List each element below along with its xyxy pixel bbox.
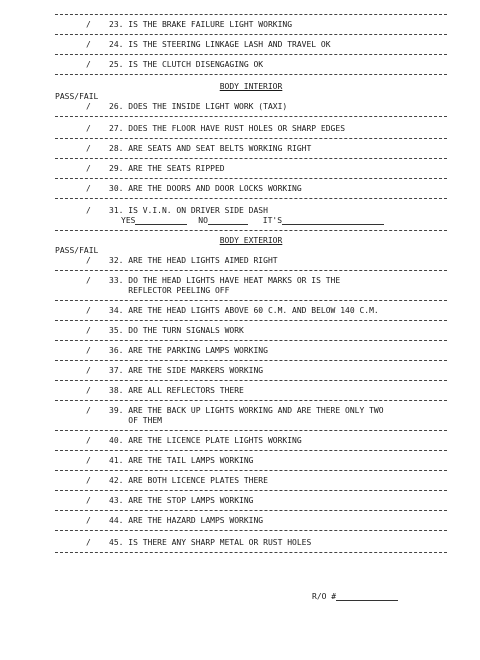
divider <box>55 230 447 231</box>
check-item-33: 33. DO THE HEAD LIGHTS HAVE HEAT MARKS OR IS THE REFLECTOR PEELING OFF <box>109 276 341 295</box>
check-item-37: 37. ARE THE SIDE MARKERS WORKING <box>109 366 264 375</box>
divider <box>55 340 447 341</box>
divider <box>55 320 447 321</box>
check-item-28: 28. ARE SEATS AND SEAT BELTS WORKING RIGHT <box>109 144 312 153</box>
pass-fail-mark[interactable]: / <box>86 40 91 49</box>
vin-its-label: IT'S <box>262 216 283 225</box>
section-heading-exterior: BODY EXTERIOR <box>219 236 283 245</box>
divider <box>55 158 447 159</box>
check-item-34: 34. ARE THE HEAD LIGHTS ABOVE 60 C.M. AND BELOW 140 C.M. <box>109 306 379 315</box>
divider <box>55 380 447 381</box>
divider <box>55 450 447 451</box>
divider <box>55 178 447 179</box>
divider <box>55 198 447 199</box>
vin-answer-row <box>121 216 421 225</box>
check-item-39: 39. ARE THE BACK UP LIGHTS WORKING AND ARE THERE ONLY TWO OF THEM <box>109 406 384 425</box>
pass-fail-mark[interactable]: / <box>86 366 91 375</box>
check-item-27: 27. DOES THE FLOOR HAVE RUST HOLES OR SHARP EDGES <box>109 124 346 133</box>
divider <box>55 510 447 511</box>
divider <box>55 470 447 471</box>
check-item-40: 40. ARE THE LICENCE PLATE LIGHTS WORKING <box>109 436 302 445</box>
pass-fail-mark[interactable]: / <box>86 476 91 485</box>
vin-number-field[interactable] <box>282 216 384 225</box>
vin-no-field[interactable] <box>208 216 248 225</box>
pass-fail-mark[interactable]: / <box>86 60 91 69</box>
pass-fail-label: PASS/FAIL <box>55 92 99 101</box>
check-item-35: 35. DO THE TURN SIGNALS WORK <box>109 326 244 335</box>
check-item-29: 29. ARE THE SEATS RIPPED <box>109 164 225 173</box>
pass-fail-mark[interactable]: / <box>86 306 91 315</box>
check-item-41: 41. ARE THE TAIL LAMPS WORKING <box>109 456 254 465</box>
check-item-36: 36. ARE THE PARKING LAMPS WORKING <box>109 346 268 355</box>
check-item-30: 30. ARE THE DOORS AND DOOR LOCKS WORKING <box>109 184 302 193</box>
vin-yes-label: YES <box>121 216 136 225</box>
check-item-43: 43. ARE THE STOP LAMPS WORKING <box>109 496 254 505</box>
section-heading-interior: BODY INTERIOR <box>219 82 283 91</box>
pass-fail-mark[interactable]: / <box>86 256 91 265</box>
divider <box>55 530 447 531</box>
pass-fail-mark[interactable]: / <box>86 326 91 335</box>
divider <box>55 34 447 35</box>
divider <box>55 14 447 15</box>
check-item-24: 24. IS THE STEERING LINKAGE LASH AND TRAVEL OK <box>109 40 331 49</box>
check-item-42: 42. ARE BOTH LICENCE PLATES THERE <box>109 476 268 485</box>
divider <box>55 54 447 55</box>
check-item-44: 44. ARE THE HAZARD LAMPS WORKING <box>109 516 264 525</box>
check-item-23: 23. IS THE BRAKE FAILURE LIGHT WORKING <box>109 20 293 29</box>
vin-no-label: NO <box>198 216 208 225</box>
check-item-25: 25. IS THE CLUTCH DISENGAGING OK <box>109 60 264 69</box>
pass-fail-mark[interactable]: / <box>86 346 91 355</box>
divider <box>55 430 447 431</box>
divider <box>55 490 447 491</box>
divider <box>55 400 447 401</box>
repair-order-label: R/O # <box>312 592 337 601</box>
pass-fail-label: PASS/FAIL <box>55 246 99 255</box>
divider <box>55 300 447 301</box>
pass-fail-mark[interactable]: / <box>86 456 91 465</box>
check-item-31: 31. IS V.I.N. ON DRIVER SIDE DASH <box>109 206 268 215</box>
repair-order-input[interactable] <box>336 592 398 601</box>
pass-fail-mark[interactable]: / <box>86 538 91 547</box>
check-item-38: 38. ARE ALL REFLECTORS THERE <box>109 386 244 395</box>
divider <box>55 270 447 271</box>
pass-fail-mark[interactable]: / <box>86 206 91 215</box>
divider <box>55 552 447 553</box>
pass-fail-mark[interactable]: / <box>86 20 91 29</box>
divider <box>55 138 447 139</box>
divider <box>55 116 447 117</box>
check-item-32: 32. ARE THE HEAD LIGHTS AIMED RIGHT <box>109 256 278 265</box>
pass-fail-mark[interactable]: / <box>86 164 91 173</box>
divider <box>55 360 447 361</box>
pass-fail-mark[interactable]: / <box>86 436 91 445</box>
pass-fail-mark[interactable]: / <box>86 406 91 415</box>
pass-fail-mark[interactable]: / <box>86 276 91 285</box>
pass-fail-mark[interactable]: / <box>86 144 91 153</box>
pass-fail-mark[interactable]: / <box>86 386 91 395</box>
check-item-26: 26. DOES THE INSIDE LIGHT WORK (TAXI) <box>109 102 288 111</box>
pass-fail-mark[interactable]: / <box>86 516 91 525</box>
vin-yes-field[interactable] <box>135 216 187 225</box>
pass-fail-mark[interactable]: / <box>86 496 91 505</box>
pass-fail-mark[interactable]: / <box>86 184 91 193</box>
repair-order-field <box>312 592 398 601</box>
check-item-45: 45. IS THERE ANY SHARP METAL OR RUST HOLES <box>109 538 312 547</box>
divider <box>55 74 447 75</box>
pass-fail-mark[interactable]: / <box>86 124 91 133</box>
pass-fail-mark[interactable]: / <box>86 102 91 111</box>
